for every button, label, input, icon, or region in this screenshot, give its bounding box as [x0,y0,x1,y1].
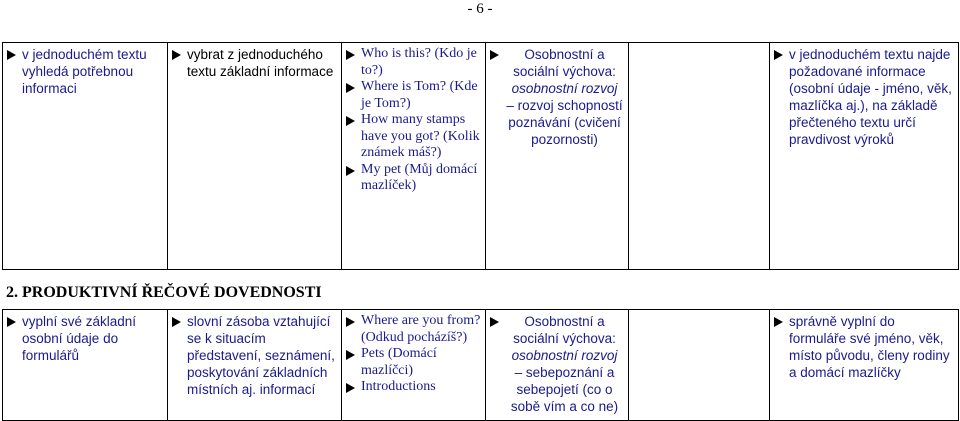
page-number: - 6 - [467,1,493,17]
theme-name-cont: sociální výchova: [513,331,616,346]
section-heading: 2. PRODUKTIVNÍ ŘEČOVÉ DOVEDNOSTI [6,284,322,301]
subtheme-name: osobnostní rozvoj [511,348,618,363]
outcome-text: v jednoduchém textu vyhledá potřebnou informaci [22,47,147,96]
theme-name: Osobnostní a [524,47,605,62]
list-item [7,46,163,97]
arrow-bullet-icon [7,317,16,327]
list-item [172,313,337,398]
list-item [490,313,624,415]
arrow-bullet-icon [7,50,16,60]
cross-curricular-cell [486,310,629,421]
outcome-cell [3,43,168,270]
arrow-bullet-icon [346,383,355,393]
list-item [172,46,337,80]
list-item [346,313,481,346]
list-item [346,79,481,112]
subtheme-detail: – sebepoznání a sebepojetí (co o sobě vím a co ne) [510,365,619,414]
topic-text: How many stamps have you got? (Kolik známek máš?) [361,112,480,160]
outcome-cell [168,43,342,270]
topic-text: Pets (Domácí mazlíčci) [361,346,437,378]
list-item [7,313,163,364]
arrow-bullet-icon [172,317,181,327]
outcome-cell [3,310,168,421]
outcome-cell [770,310,959,421]
outcome-cell [770,43,959,270]
list-item [346,46,481,79]
cross-curricular-cell [486,43,629,270]
curriculum-table-bottom [2,309,959,421]
topic-text: My pet (Můj domácí mazlíček) [361,161,478,193]
outcome-text: správně vyplní do formuláře své jméno, věk, místo původu, členy rodiny a domácí mazlíčky [789,314,950,380]
list-item [346,346,481,379]
arrow-bullet-icon [774,50,783,60]
list-item [346,112,481,162]
subtheme-detail: – rozvoj schopností poznávání (cvičení pozornosti) [506,98,623,147]
topics-cell [342,43,486,270]
list-item [346,162,481,195]
arrow-bullet-icon [346,317,355,327]
arrow-bullet-icon [774,317,783,327]
empty-cell [629,43,770,270]
cross-curricular-block [505,313,624,415]
arrow-bullet-icon [346,50,355,60]
arrow-bullet-icon [172,50,181,60]
list-item [774,46,954,148]
subtheme-name: osobnostní rozvoj [511,81,618,96]
theme-name-cont: sociální výchova: [513,64,616,79]
list-item [774,313,954,381]
arrow-bullet-icon [346,116,355,126]
table-row [3,310,959,421]
list-item [346,379,481,396]
arrow-bullet-icon [490,317,499,327]
cross-curricular-block [505,46,624,148]
topic-text: Introductions [361,379,436,394]
table-row [3,43,959,270]
outcome-cell [168,310,342,421]
arrow-bullet-icon [346,166,355,176]
outcome-text: v jednoduchém textu najde požadované informace (osobní údaje - jméno, věk, mazlíčka aj.), na základě přečteného textu určí pravdivost výroků [789,47,952,147]
outcome-text: slovní zásoba vztahující se k situacím představení, seznámení, poskytování základních místních aj. informací [187,314,335,397]
arrow-bullet-icon [490,50,499,60]
curriculum-table-top [2,42,959,270]
theme-name: Osobnostní a [524,314,605,329]
list-item [490,46,624,148]
outcome-text: vybrat z jednoduchého textu základní informace [187,47,334,79]
empty-cell [629,310,770,421]
arrow-bullet-icon [346,350,355,360]
arrow-bullet-icon [346,83,355,93]
topic-text: Where is Tom? (Kde je Tom?) [361,79,478,111]
topic-text: Who is this? (Kdo je to?) [361,46,477,78]
outcome-text: vyplní své základní osobní údaje do formulářů [22,314,137,363]
topic-text: Where are you from? (Odkud pocházíš?) [361,313,481,345]
topics-cell [342,310,486,421]
